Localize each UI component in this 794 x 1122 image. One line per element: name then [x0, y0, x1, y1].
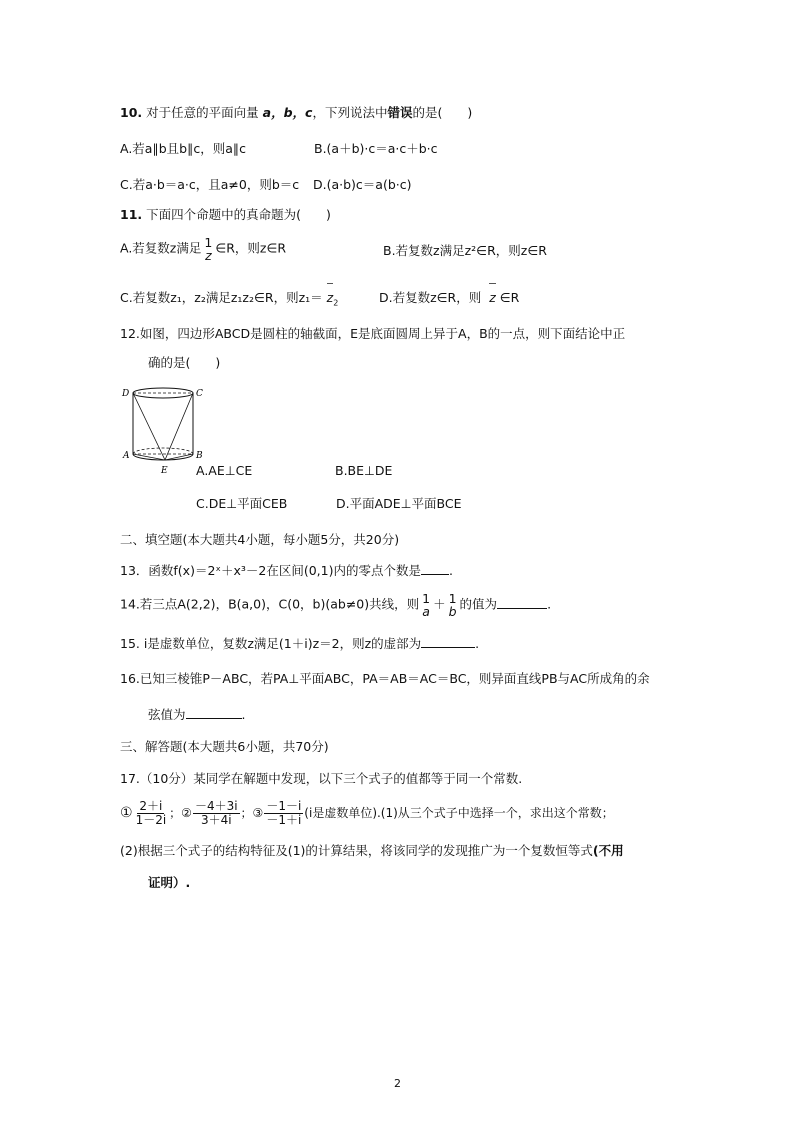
q10-stem: 10. 对于任意的平面向量 a，b，c，下列说法中错误的是( ): [120, 105, 473, 120]
q17-part2: (2)根据三个式子的结构特征及(1)的计算结果，将该同学的发现推广为一个复数恒等式(不用: [120, 843, 624, 858]
page-number: 2: [394, 1077, 401, 1090]
q10-option-d: D.(a·b)c＝a(b·c): [313, 177, 412, 192]
q12-stem-line1: 12.如图，四边形ABCD是圆柱的轴截面，E是底面圆周上异于A，B的一点，则下面结论中正: [120, 326, 626, 341]
q11-a-fraction: 1 z: [204, 235, 213, 263]
q10-option-c: C.若a·b＝a·c，且a≠0，则b＝c: [120, 177, 300, 192]
section-3-heading: 三、解答题(本大题共6小题，共70分): [120, 739, 329, 754]
label-c: C: [196, 389, 203, 399]
q17-fraction-1: $\frac{2+i}{1-2i}$: [135, 799, 167, 827]
q10-option-a: A.若a∥b且b∥c，则a∥c: [120, 141, 246, 156]
q13: 13．函数f(x)＝2ˣ＋x³－2在区间(0,1)内的零点个数是 .: [120, 563, 453, 578]
bottom-ellipse-back: [133, 448, 193, 454]
label-a: A: [123, 451, 130, 461]
q15: 15. i是虚数单位，复数z满足(1＋i)z＝2，则z的虚部为 .: [120, 636, 480, 651]
q12-option-c: C.DE⊥平面CEB: [196, 496, 288, 511]
q16-line2: 弦值为 .: [148, 707, 246, 722]
line-ce: [165, 393, 193, 460]
section-2-heading: 二、填空题(本大题共4小题，每小题5分，共20分): [120, 532, 400, 547]
line-de: [133, 393, 165, 460]
label-e: E: [161, 466, 168, 476]
q12-option-d: D.平面ADE⊥平面BCE: [336, 496, 462, 511]
q10-emphasis: 错误: [387, 105, 413, 120]
q14: 14.若三点A(2,2)，B(a,0)，C(0，b)(ab≠0)共线，则 1 a ＋ 1 b 的值为 .: [120, 591, 552, 619]
q12-option-a: A.AE⊥CE: [196, 463, 253, 478]
label-d: D: [122, 389, 130, 399]
q12-stem-line2: 确的是( ): [148, 355, 221, 370]
q17-stem: 17.（10分）某同学在解题中发现，以下三个式子的值都等于同一个常数.: [120, 771, 523, 786]
q11-option-d: D.若复数z∈R，则 z ∈R: [379, 289, 519, 307]
q11-option-b: B.若复数z满足z²∈R，则z∈R: [383, 243, 547, 258]
q16-answer-blank[interactable]: [186, 706, 242, 719]
q11-option-c: C.若复数z₁，z₂满足z₁z₂∈R，则z₁＝ $z_2$: [120, 289, 338, 313]
q10-option-b: B.(a＋b)·c＝a·c＋b·c: [314, 141, 438, 156]
q14-answer-blank[interactable]: [497, 596, 547, 609]
label-b: B: [196, 451, 203, 461]
q17-expressions: ① $\frac{2+i}{1-2i}$ ；② $\frac{-4+3i}{3+4i}$ ；③ $\frac{-1-i}{-1+i}$ (i是虚数单位).(1)从三个式子中选择一个，求出这个常数；: [120, 799, 614, 827]
q13-answer-blank[interactable]: [421, 562, 449, 575]
q12-option-b: B.BE⊥DE: [335, 463, 393, 478]
q17-fraction-2: $\frac{-4+3i}{3+4i}$: [194, 799, 238, 827]
q17-fraction-3: $\frac{-1-i}{-1+i}$: [266, 799, 302, 827]
q11-option-a: A.若复数z满足 1 z ∈R，则z∈R: [120, 235, 287, 263]
q17-part2-line2: 证明）.: [148, 875, 191, 890]
q16-line1: 16.已知三棱锥P－ABC，若PA⊥平面ABC，PA＝AB＝AC＝BC，则异面直线PB与AC所成角的余: [120, 671, 650, 686]
q15-answer-blank[interactable]: [421, 635, 475, 648]
q11-stem: 11. 下面四个命题中的真命题为( ): [120, 207, 331, 222]
q10-number: 10.: [120, 105, 143, 120]
